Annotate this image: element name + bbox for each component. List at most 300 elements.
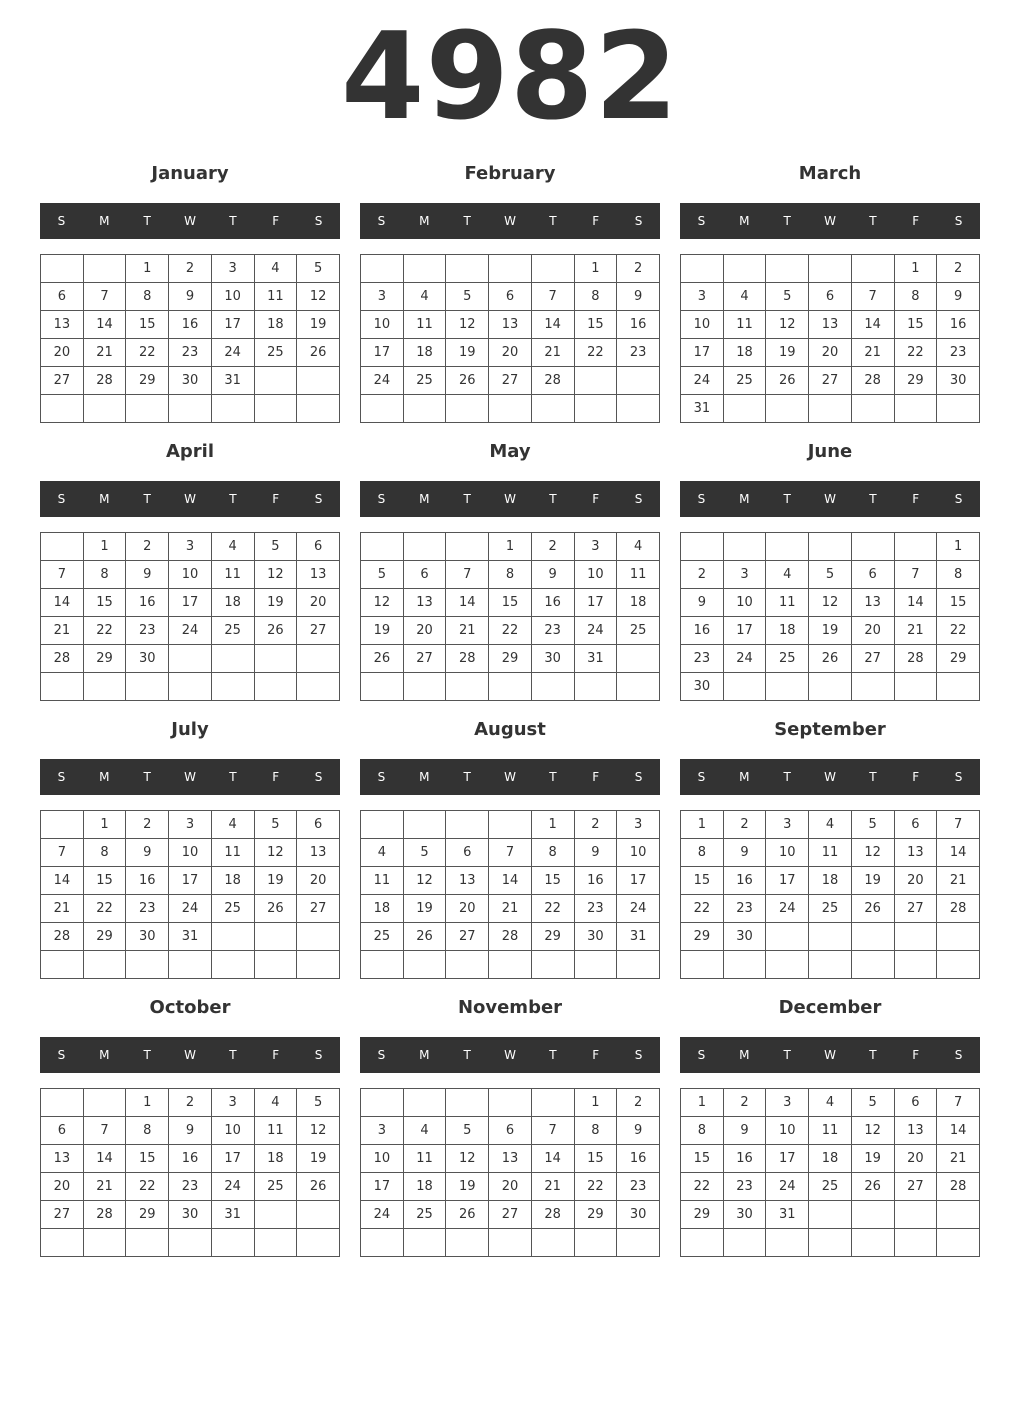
day-cell: 28 [41,645,84,673]
day-cell: 10 [574,561,617,589]
day-cell [169,645,212,673]
day-cell [403,533,446,561]
day-cell: 23 [169,1173,212,1201]
day-cell: 19 [254,589,297,617]
day-cell: 26 [254,617,297,645]
day-cell: 27 [809,367,852,395]
day-cell: 19 [297,311,340,339]
week-row [361,895,660,923]
week-row [41,839,340,867]
week-row [41,1229,340,1257]
day-cell: 14 [851,311,894,339]
day-cell [446,811,489,839]
day-cell: 14 [531,311,574,339]
day-cell [446,395,489,423]
week-row [41,339,340,367]
day-cell [403,951,446,979]
day-cell: 11 [211,561,254,589]
week-row [41,617,340,645]
day-cell: 27 [489,367,532,395]
day-cell [617,673,660,701]
month-name: January [151,163,229,184]
day-cell: 10 [617,839,660,867]
weekday-label: M [739,1048,750,1062]
week-row [361,1229,660,1257]
day-cell: 14 [41,867,84,895]
weekday-label: W [184,1048,196,1062]
day-cell [403,255,446,283]
week-row [681,589,980,617]
week-row [41,923,340,951]
day-cell [937,673,980,701]
day-grid [360,254,660,423]
day-cell: 18 [766,617,809,645]
day-cell [766,951,809,979]
day-cell [361,255,404,283]
week-row [41,367,340,395]
day-cell [211,951,254,979]
day-cell: 20 [489,1173,532,1201]
day-cell: 24 [361,367,404,395]
weekday-header [680,203,980,239]
weekday-label: S [954,770,963,784]
day-cell: 15 [489,589,532,617]
week-row [361,811,660,839]
week-row [361,839,660,867]
weekday-label: T [143,1048,151,1062]
day-cell [211,645,254,673]
day-cell: 11 [254,1117,297,1145]
day-cell: 27 [851,645,894,673]
day-cell: 24 [723,645,766,673]
week-row [361,1145,660,1173]
day-cell: 14 [531,1145,574,1173]
week-row [41,867,340,895]
weekday-label: S [314,1048,323,1062]
day-cell: 24 [361,1201,404,1229]
day-cell: 26 [446,1201,489,1229]
day-cell: 12 [254,561,297,589]
day-cell [83,951,126,979]
weekday-label: W [824,770,836,784]
weekday-header [40,759,340,795]
weekday-label: F [912,770,920,784]
day-cell: 2 [681,561,724,589]
weekday-label: T [463,492,471,506]
day-cell: 15 [574,1145,617,1173]
day-grid [360,1088,660,1257]
day-cell: 31 [681,395,724,423]
day-cell [169,395,212,423]
day-cell: 11 [809,1117,852,1145]
day-cell: 21 [531,1173,574,1201]
day-cell: 24 [617,895,660,923]
day-cell: 8 [574,283,617,311]
day-cell: 1 [574,1089,617,1117]
day-cell: 1 [681,1089,724,1117]
week-row [681,923,980,951]
day-cell: 16 [126,867,169,895]
weekday-label: W [824,1048,836,1062]
week-row [681,339,980,367]
day-cell: 19 [297,1145,340,1173]
day-cell: 21 [446,617,489,645]
day-cell: 8 [126,1117,169,1145]
day-cell: 26 [851,1173,894,1201]
day-cell: 25 [403,1201,446,1229]
day-cell [531,395,574,423]
day-cell: 23 [723,895,766,923]
day-cell [851,951,894,979]
day-cell: 15 [894,311,937,339]
day-cell: 16 [617,1145,660,1173]
day-cell: 9 [169,1117,212,1145]
day-cell: 23 [574,895,617,923]
day-cell: 8 [489,561,532,589]
day-cell: 28 [83,367,126,395]
weekday-header [360,1037,660,1073]
day-cell: 17 [361,1173,404,1201]
day-cell: 16 [723,867,766,895]
weekday-label: M [99,492,110,506]
weekday-label: F [912,1048,920,1062]
weekday-label: T [463,770,471,784]
day-cell: 16 [126,589,169,617]
weekday-header [680,481,980,517]
week-row [361,1173,660,1201]
day-cell: 9 [681,589,724,617]
day-cell: 9 [126,561,169,589]
day-cell: 26 [361,645,404,673]
day-cell: 19 [851,867,894,895]
day-cell: 17 [681,339,724,367]
day-cell: 17 [169,867,212,895]
day-cell: 20 [446,895,489,923]
day-cell: 20 [403,617,446,645]
day-cell: 1 [83,533,126,561]
weekday-label: S [697,214,706,228]
weekday-label: W [504,214,516,228]
day-cell: 9 [617,1117,660,1145]
day-cell: 27 [489,1201,532,1229]
day-cell: 18 [211,589,254,617]
weekday-label: W [184,492,196,506]
weekday-label: T [869,214,877,228]
day-cell: 11 [617,561,660,589]
day-cell: 21 [937,1145,980,1173]
day-cell [211,1229,254,1257]
weekday-label: T [549,214,557,228]
day-cell: 17 [211,311,254,339]
day-cell [937,923,980,951]
day-cell: 15 [681,1145,724,1173]
day-grid [360,810,660,979]
weekday-label: S [697,492,706,506]
weekday-label: S [954,214,963,228]
week-row [361,1089,660,1117]
day-cell [403,1229,446,1257]
week-row [41,1145,340,1173]
day-cell: 5 [361,561,404,589]
day-cell [937,1201,980,1229]
day-cell [681,1229,724,1257]
day-cell: 20 [489,339,532,367]
week-row [41,533,340,561]
day-cell: 25 [254,1173,297,1201]
weekday-label: T [549,770,557,784]
day-cell: 3 [723,561,766,589]
weekday-label: M [419,214,430,228]
day-cell [809,923,852,951]
day-cell: 5 [809,561,852,589]
day-cell [851,533,894,561]
day-cell: 15 [126,311,169,339]
day-cell: 29 [126,1201,169,1229]
day-cell [574,673,617,701]
day-cell [126,395,169,423]
day-cell: 15 [83,589,126,617]
day-cell [489,1089,532,1117]
day-cell: 11 [211,839,254,867]
day-cell: 6 [297,811,340,839]
month-name: October [149,997,231,1018]
day-cell: 27 [41,1201,84,1229]
day-cell: 23 [531,617,574,645]
week-row [681,811,980,839]
day-cell: 7 [937,811,980,839]
day-cell: 18 [254,1145,297,1173]
day-cell: 4 [211,533,254,561]
weekday-label: T [229,214,237,228]
day-cell: 6 [894,811,937,839]
day-cell: 2 [574,811,617,839]
day-cell: 16 [723,1145,766,1173]
day-cell [489,673,532,701]
day-cell [211,923,254,951]
day-cell [574,367,617,395]
day-cell: 4 [254,1089,297,1117]
day-cell: 5 [297,255,340,283]
day-cell: 2 [617,255,660,283]
day-cell: 17 [766,1145,809,1173]
weekday-label: T [869,492,877,506]
day-cell: 17 [766,867,809,895]
weekday-label: S [634,770,643,784]
day-cell: 17 [361,339,404,367]
day-cell: 22 [126,339,169,367]
day-cell: 7 [937,1089,980,1117]
day-cell [297,645,340,673]
weekday-label: T [463,1048,471,1062]
day-cell: 20 [297,589,340,617]
day-cell: 14 [446,589,489,617]
day-cell: 6 [489,1117,532,1145]
day-cell: 26 [851,895,894,923]
day-cell: 22 [894,339,937,367]
weekday-header [680,1037,980,1073]
day-cell: 22 [489,617,532,645]
day-cell [297,367,340,395]
weekday-label: F [272,214,280,228]
weekday-header [360,203,660,239]
week-row [361,951,660,979]
day-cell [894,395,937,423]
day-cell: 29 [681,923,724,951]
day-cell: 4 [809,811,852,839]
day-cell: 18 [361,895,404,923]
day-cell [41,951,84,979]
weekday-label: S [377,214,386,228]
day-cell: 1 [531,811,574,839]
day-cell: 27 [446,923,489,951]
day-cell: 4 [617,533,660,561]
weekday-header [40,1037,340,1073]
week-row [681,1117,980,1145]
day-grid [360,532,660,701]
day-cell: 7 [83,283,126,311]
day-cell: 19 [403,895,446,923]
day-cell [894,923,937,951]
day-cell: 28 [41,923,84,951]
day-cell: 31 [617,923,660,951]
day-cell: 30 [169,1201,212,1229]
day-grid [680,1088,980,1257]
week-row [41,589,340,617]
day-cell: 21 [489,895,532,923]
day-cell: 25 [403,367,446,395]
weekday-label: T [783,1048,791,1062]
weekday-label: W [184,214,196,228]
week-row [681,1173,980,1201]
day-cell: 17 [617,867,660,895]
day-cell: 21 [41,895,84,923]
day-cell: 16 [937,311,980,339]
day-cell: 12 [446,311,489,339]
day-cell: 19 [851,1145,894,1173]
month-name: May [489,441,531,462]
day-cell [361,1229,404,1257]
day-cell: 19 [809,617,852,645]
weekday-label: T [549,492,557,506]
weekday-label: F [272,770,280,784]
day-cell: 18 [403,339,446,367]
day-cell: 29 [894,367,937,395]
week-row [361,923,660,951]
weekday-label: T [229,492,237,506]
week-row [361,617,660,645]
day-cell: 11 [254,283,297,311]
day-cell: 24 [169,617,212,645]
weekday-label: W [504,770,516,784]
weekday-label: S [377,770,386,784]
weekday-label: W [824,214,836,228]
week-row [41,311,340,339]
day-grid [40,532,340,701]
day-cell [723,673,766,701]
day-cell [254,395,297,423]
day-cell [254,1201,297,1229]
day-cell: 2 [937,255,980,283]
day-cell [297,923,340,951]
week-row [681,617,980,645]
day-cell [531,255,574,283]
weekday-label: F [272,492,280,506]
day-cell [297,395,340,423]
day-cell [41,1089,84,1117]
day-cell [894,1229,937,1257]
day-cell: 31 [574,645,617,673]
week-row [361,283,660,311]
day-cell [723,533,766,561]
day-cell: 4 [723,283,766,311]
day-cell: 11 [766,589,809,617]
day-cell: 10 [169,561,212,589]
day-cell [574,951,617,979]
day-cell [126,673,169,701]
weekday-label: T [463,214,471,228]
day-cell [851,255,894,283]
day-cell: 7 [83,1117,126,1145]
day-cell: 22 [681,1173,724,1201]
day-cell: 14 [937,1117,980,1145]
week-row [361,533,660,561]
weekday-label: M [739,214,750,228]
day-cell: 10 [211,1117,254,1145]
day-cell: 13 [446,867,489,895]
day-cell [83,1229,126,1257]
day-cell: 28 [83,1201,126,1229]
day-cell [723,255,766,283]
day-cell [617,367,660,395]
day-cell: 26 [297,1173,340,1201]
week-row [681,561,980,589]
month-name: December [778,997,882,1018]
week-row [681,673,980,701]
day-cell: 18 [403,1173,446,1201]
day-cell: 31 [211,1201,254,1229]
week-row [361,1117,660,1145]
day-cell [723,395,766,423]
week-row [41,1201,340,1229]
day-cell: 25 [617,617,660,645]
day-cell: 24 [211,1173,254,1201]
day-cell: 29 [126,367,169,395]
weekday-label: S [634,1048,643,1062]
week-row [41,1173,340,1201]
day-cell: 4 [361,839,404,867]
weekday-label: T [143,214,151,228]
day-cell: 10 [766,1117,809,1145]
weekday-label: T [783,770,791,784]
day-cell: 28 [937,1173,980,1201]
day-cell: 27 [403,645,446,673]
weekday-label: S [954,1048,963,1062]
day-cell [83,395,126,423]
day-cell: 12 [766,311,809,339]
day-cell: 5 [766,283,809,311]
day-cell: 16 [574,867,617,895]
day-cell: 30 [574,923,617,951]
day-cell [809,673,852,701]
day-cell: 6 [297,533,340,561]
weekday-label: T [229,1048,237,1062]
day-cell [41,533,84,561]
day-grid [680,810,980,979]
day-cell [446,1229,489,1257]
day-cell: 10 [723,589,766,617]
day-cell: 7 [894,561,937,589]
day-cell: 31 [169,923,212,951]
